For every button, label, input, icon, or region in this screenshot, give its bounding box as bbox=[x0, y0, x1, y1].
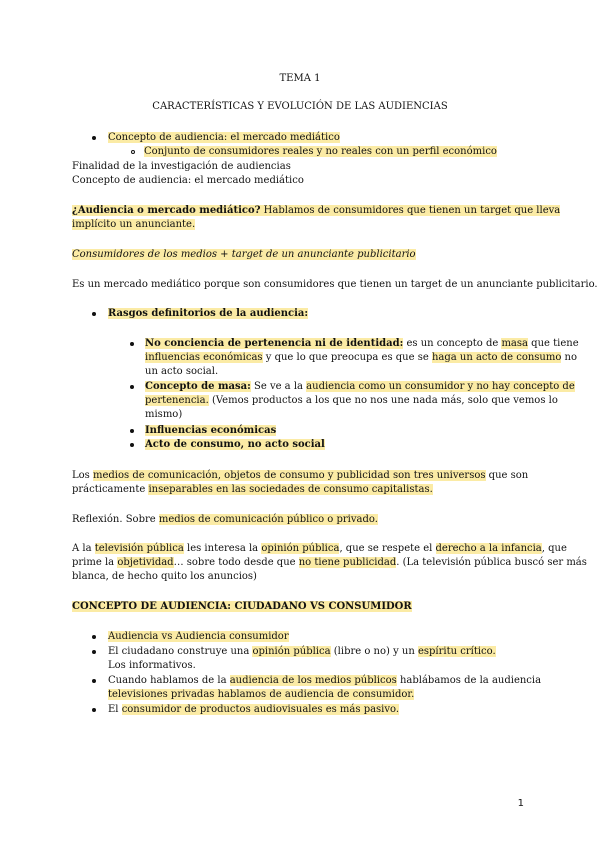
intro-sub-1: Conjunto de consumidores reales y no reales con un perfil económico bbox=[144, 146, 497, 157]
rasgos-item-2-line-1: Concepto de masa: Se ve a la audiencia como un consumidor y no hay concepto de bbox=[145, 381, 575, 392]
rasgos-item-1-line-3: un acto social. bbox=[145, 366, 219, 377]
section2-item-2-line-1: El ciudadano construye una opinión pública (libre o no) y un espíritu crítico. bbox=[108, 646, 496, 657]
bullet-dot bbox=[92, 312, 96, 316]
rasgos-item-4: Acto de consumo, no acto social bbox=[145, 439, 325, 450]
rasgos-item-1-line-1: No conciencia de pertenencia ni de identidad: es un concepto de masa que tiene bbox=[145, 338, 579, 349]
doc-title: TEMA 1 bbox=[279, 73, 321, 84]
rasgos-item-2-line-2: pertenencia. (Vemos productos a los que no nos une nada más, solo que vemos lo bbox=[145, 395, 558, 406]
bullet-dot bbox=[92, 708, 96, 712]
section2-item-2-line-2: Los informativos. bbox=[108, 660, 196, 671]
formula: Consumidores de los medios + target de un anunciante publicitario bbox=[72, 249, 416, 260]
bullet-dot bbox=[92, 136, 96, 140]
para-tv-line-3: blanca, de hecho quito los anuncios) bbox=[72, 571, 257, 582]
section2-item-4: El consumidor de productos audiovisuales es más pasivo. bbox=[108, 704, 400, 715]
section2-item-3-line-2: televisiones privadas hablamos de audiencia de consumidor. bbox=[108, 689, 415, 700]
intro-line-2: Concepto de audiencia: el mercado mediático bbox=[72, 175, 304, 186]
page-number: 1 bbox=[517, 798, 524, 809]
question-line-2: implícito un anunciante. bbox=[72, 219, 196, 230]
circle-bullet bbox=[131, 150, 135, 154]
bullet-dot bbox=[130, 385, 134, 389]
section2-item-1: Audiencia vs Audiencia consumidor bbox=[108, 631, 289, 642]
para-medios-line-2: prácticamente inseparables en las sociedades de consumo capitalistas. bbox=[72, 484, 433, 495]
intro-bullet-1: Concepto de audiencia: el mercado mediático bbox=[108, 132, 340, 143]
statement: Es un mercado mediático porque son consumidores que tienen un target de un anunciante publicitario. bbox=[72, 279, 598, 290]
rasgos-heading: Rasgos definitorios de la audiencia: bbox=[108, 308, 309, 319]
rasgos-item-3: Influencias económicas bbox=[145, 425, 277, 436]
para-tv-line-1: A la televisión pública les interesa la opinión pública, que se respete el derecho a la infancia, que bbox=[72, 543, 567, 554]
bullet-dot bbox=[92, 635, 96, 639]
bullet-dot bbox=[130, 342, 134, 346]
bullet-dot bbox=[92, 679, 96, 683]
intro-line-1: Finalidad de la investigación de audiencias bbox=[72, 161, 291, 172]
question-line-1: ¿Audiencia o mercado mediático? Hablamos de consumidores que tienen un target que lleva bbox=[72, 205, 561, 216]
para-medios-line-1: Los medios de comunicación, objetos de consumo y publicidad son tres universos que son bbox=[72, 470, 529, 481]
doc-subtitle: CARACTERÍSTICAS Y EVOLUCIÓN DE LAS AUDIENCIAS bbox=[152, 101, 448, 112]
reflexion: Reflexión. Sobre medios de comunicación público o privado. bbox=[72, 514, 378, 525]
bullet-dot bbox=[130, 443, 134, 447]
bullet-dot bbox=[92, 650, 96, 654]
section2-item-3-line-1: Cuando hablamos de la audiencia de los medios públicos hablábamos de la audiencia bbox=[108, 675, 542, 686]
para-tv-line-2: prime la objetividad… sobre todo desde que no tiene publicidad. (La televisión pública buscó ser más bbox=[72, 557, 587, 568]
rasgos-item-2-line-3: mismo) bbox=[145, 409, 183, 420]
section2-heading: CONCEPTO DE AUDIENCIA: CIUDADANO VS CONSUMIDOR bbox=[72, 601, 412, 612]
rasgos-item-1-line-2: influencias económicas y que lo que preocupa es que se haga un acto de consumo no bbox=[145, 352, 578, 363]
bullet-dot bbox=[130, 429, 134, 433]
